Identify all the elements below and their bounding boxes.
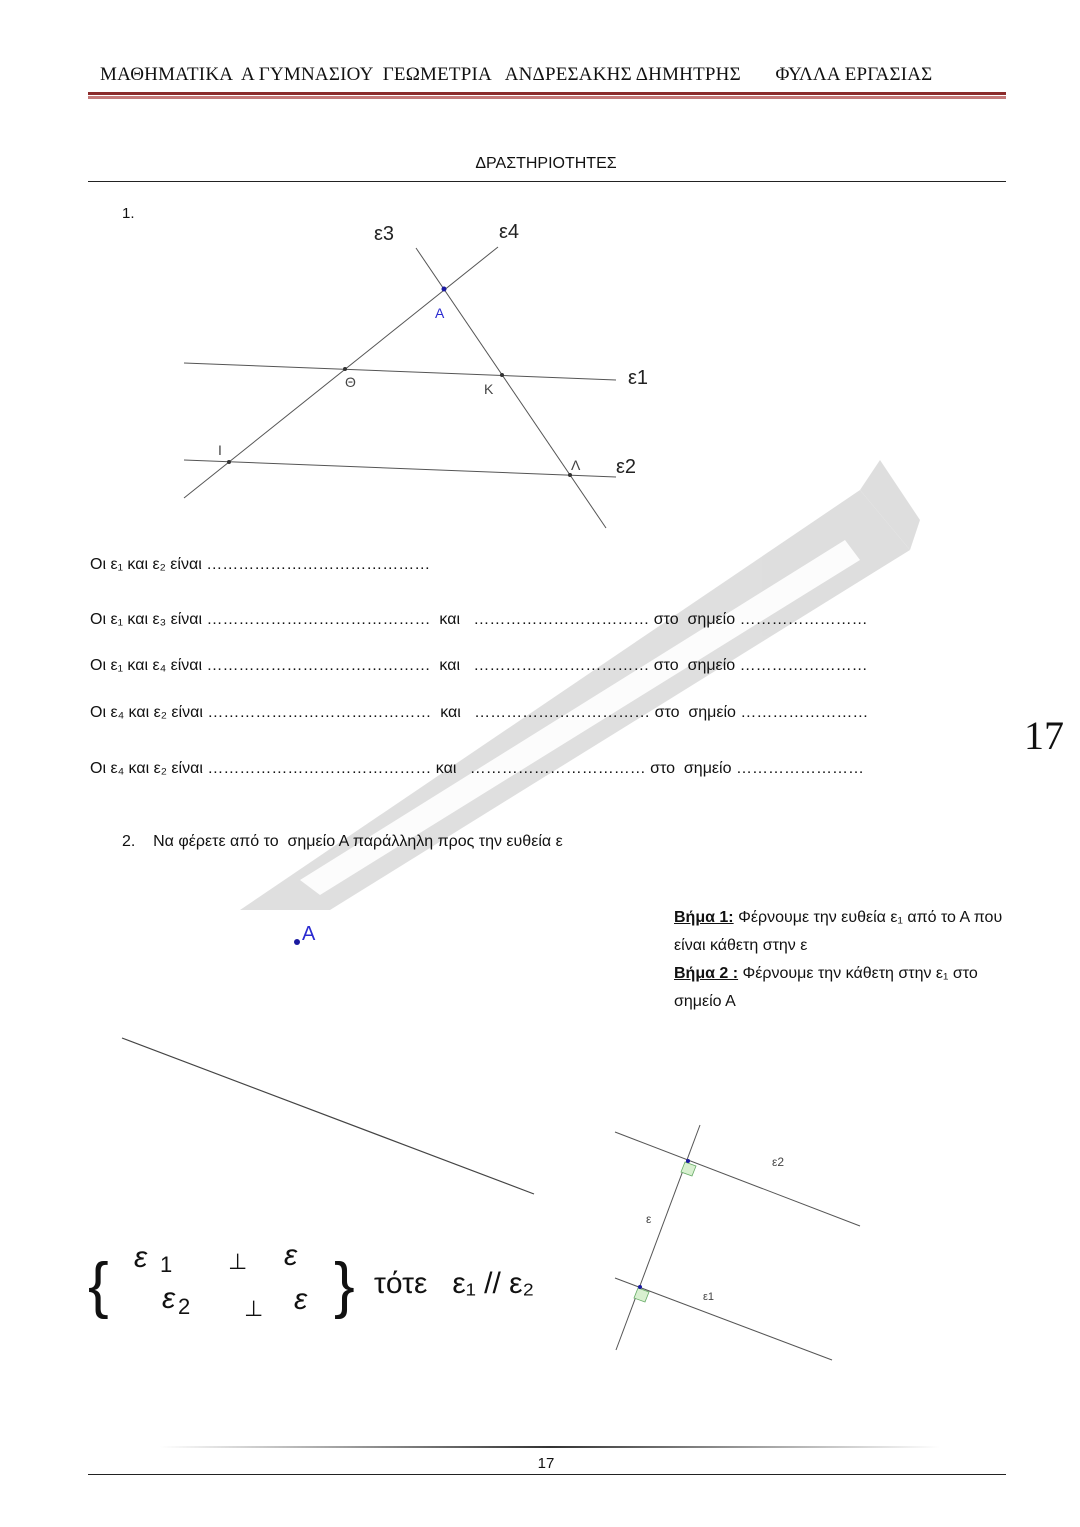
fill-line-3: Οι ε₁ και ε₄ είναι …………………………………… και …………………………… στο σημείο …………………… xyxy=(90,657,868,674)
fill-line-4: Οι ε₄ και ε₂ είναι …………………………………… και …………………………… στο σημείο …………………… xyxy=(90,704,869,721)
point-A-marker xyxy=(294,939,300,945)
section-title: ΔΡΑΣΤΗΡΙΟΤΗΤΕΣ xyxy=(475,155,617,172)
exercise-2-number: 2. xyxy=(122,833,136,850)
step-1 xyxy=(674,904,1009,960)
line-e1 xyxy=(184,363,616,380)
page-header: ΜΑΘΗΜΑΤΙΚΑ Α ΓΥΜΝΑΣΙΟΥ ΓΕΩΜΕΤΡΙΑ ΑΝΔΡΕΣΑΚΗΣ ΔΗΜΗΤΡΗΣ ΦΥΛΛΑ ΕΡΓΑΣΙΑΣ xyxy=(100,64,933,85)
step-2-label: Βήμα 2 : xyxy=(674,965,739,982)
fill-line-5: Οι ε₄ και ε₂ είναι …………………………………… και …………………………… στο σημείο …………………… xyxy=(90,760,864,777)
exercise-1-number: 1. xyxy=(122,205,135,222)
left-brace: { xyxy=(88,1251,109,1320)
formula-r2-a: ε xyxy=(162,1282,176,1315)
fill-line-1: Οι ε₁ και ε₂ είναι …………………………………… xyxy=(90,556,431,573)
label-A: Α xyxy=(435,305,445,321)
exercise-2-heading xyxy=(122,833,563,851)
fill-line-2: Οι ε₁ και ε₃ είναι …………………………………… και …………………………… στο σημείο …………………… xyxy=(90,611,868,628)
formula-r1-a-sub: 1 xyxy=(160,1252,173,1277)
label-e2: ε2 xyxy=(616,456,637,478)
step-2 xyxy=(674,960,1009,1016)
label-e1-construct: ε1 xyxy=(703,1291,715,1303)
label-e-construct: ε xyxy=(646,1212,652,1226)
label-K: Κ xyxy=(484,381,494,397)
step-2-text: Φέρνουμε την κάθετη στην ε₁ στο σημείο Α xyxy=(674,965,978,1010)
exercise-2-prompt: Να φέρετε από το σημείο Α παράλληλη προς την ευθεία ε xyxy=(153,833,563,850)
label-I: Ι xyxy=(218,442,222,458)
construct-point-bottom xyxy=(638,1285,642,1289)
formula-r2-op: ⊥ xyxy=(244,1296,264,1321)
point-A-label: Α xyxy=(302,923,316,945)
label-e4: ε4 xyxy=(499,221,520,243)
point-A xyxy=(442,287,447,292)
footer-rule xyxy=(88,1474,1006,1475)
construction-diagram xyxy=(600,1120,870,1370)
label-e1: ε1 xyxy=(628,367,649,389)
line-e2-construct xyxy=(615,1132,860,1226)
right-brace: } xyxy=(334,1251,355,1320)
point-I xyxy=(227,460,231,464)
point-Lambda xyxy=(568,473,572,477)
line-e-construct xyxy=(616,1125,700,1350)
exercise-1-figure xyxy=(0,0,1080,540)
step-1-label: Βήμα 1: xyxy=(674,909,734,926)
construct-point-top xyxy=(686,1159,690,1163)
label-Theta: Θ xyxy=(345,374,356,390)
formula-r1-b: ε xyxy=(284,1239,298,1272)
step-1-text: Φέρνουμε την ευθεία ε₁ από το Α που είναι κάθετη στην ε xyxy=(674,909,1003,954)
formula-r2-b: ε xyxy=(294,1283,308,1316)
right-angle-mark-top xyxy=(681,1162,696,1176)
formula-conclusion: τότε ε₁ // ε₂ xyxy=(374,1267,535,1300)
footer-page-number: 17 xyxy=(537,1455,555,1472)
line-e1-construct xyxy=(615,1278,832,1360)
line-e4 xyxy=(184,247,498,498)
point-K xyxy=(500,373,504,377)
formula-r1-op: ⊥ xyxy=(228,1249,248,1274)
side-page-number: 17 xyxy=(1024,713,1064,758)
exercise-2-workspace xyxy=(0,900,620,1220)
label-e3: ε3 xyxy=(374,223,395,245)
line-epsilon xyxy=(122,1038,534,1194)
formula-r1-a: ε xyxy=(134,1241,148,1274)
label-e2-construct: ε2 xyxy=(772,1155,785,1169)
formula-r2-a-sub: 2 xyxy=(178,1294,191,1319)
parallel-formula xyxy=(84,1232,604,1322)
line-e2 xyxy=(184,460,616,477)
point-Theta xyxy=(343,367,347,371)
label-Lambda: Λ xyxy=(571,457,581,473)
footer-ornament xyxy=(160,1444,940,1450)
